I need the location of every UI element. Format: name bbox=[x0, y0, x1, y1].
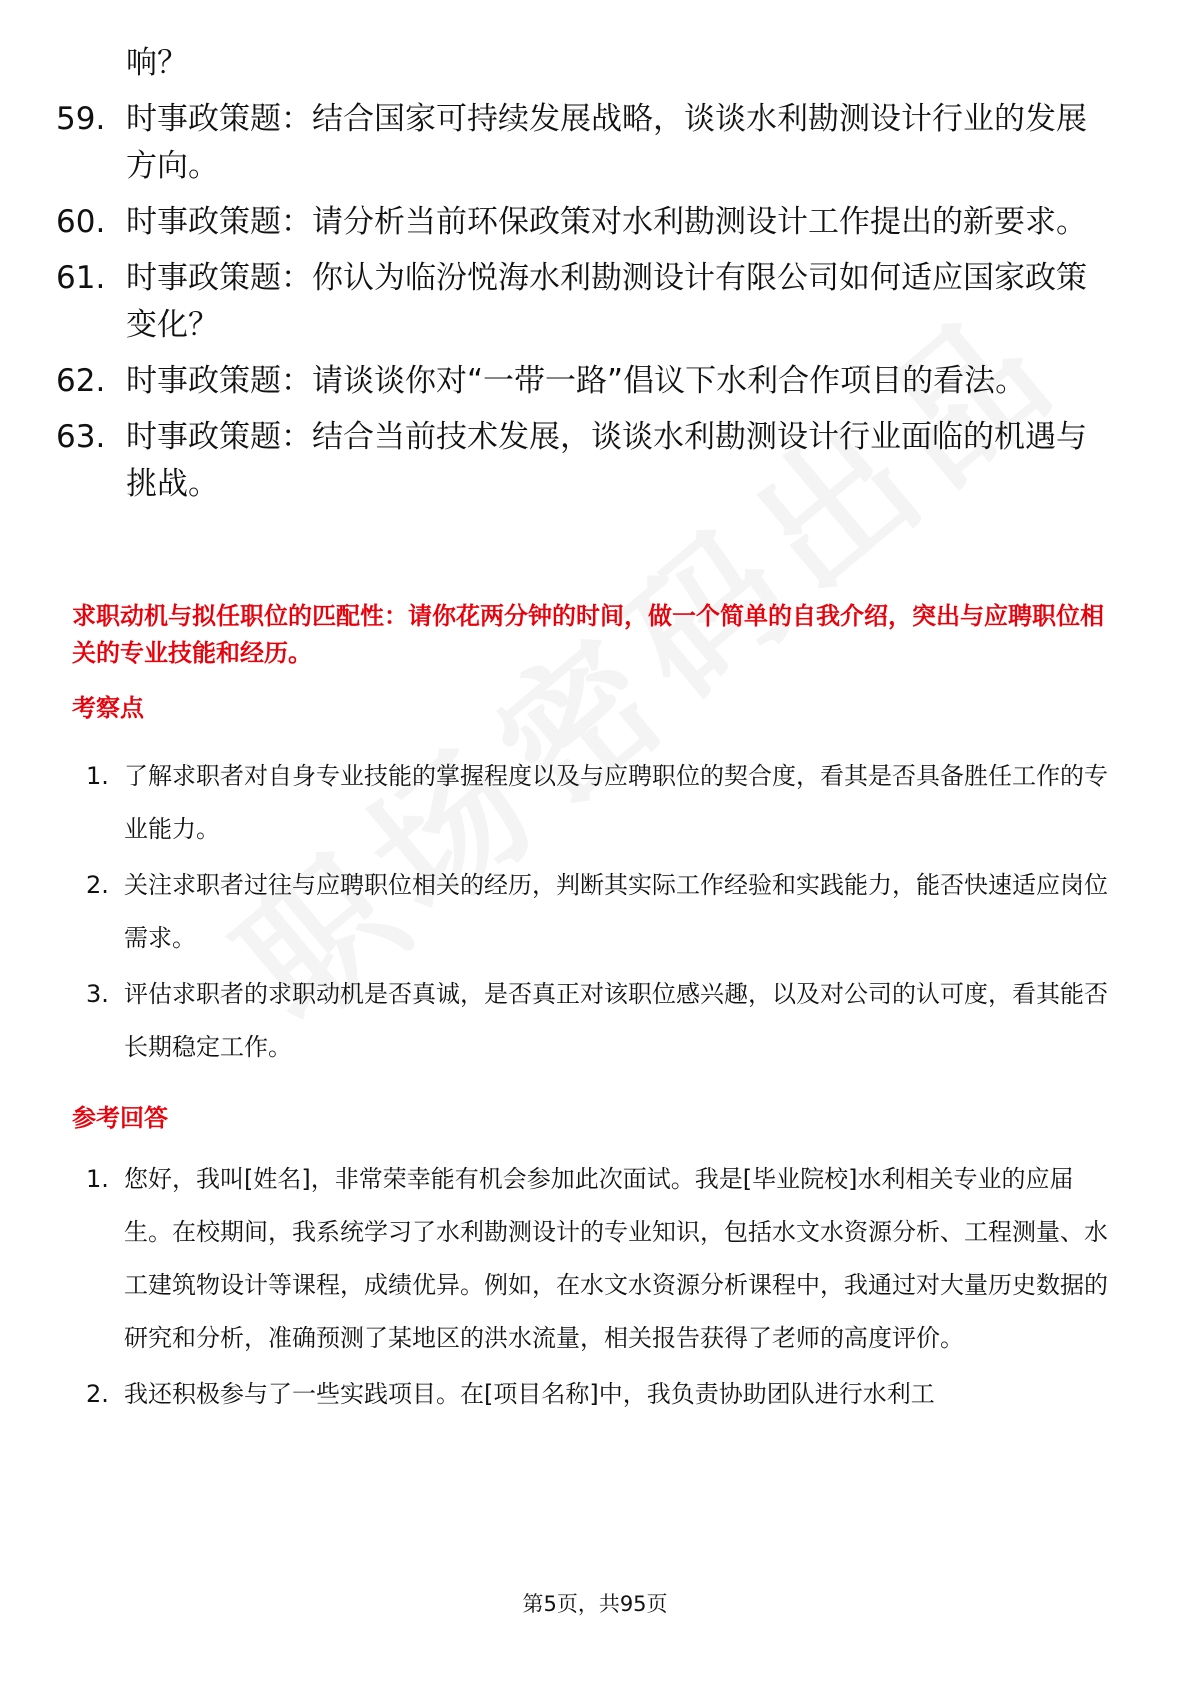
question-number: 62. bbox=[56, 363, 106, 399]
list-item bbox=[86, 1153, 1116, 1365]
question-list bbox=[56, 40, 1116, 517]
question-number: 61. bbox=[56, 260, 106, 296]
question-text: 时事政策题：请分析当前环保政策对水利勘测设计工作提出的新要求。 bbox=[126, 204, 1087, 240]
list-item bbox=[86, 750, 1116, 856]
list-text: 您好，我叫[姓名]，非常荣幸能有机会参加此次面试。我是[毕业院校]水利相关专业的应届生。在校期间，我系统学习了水利勘测设计的专业知识，包括水文水资源分析、工程测量、水工建筑物设计等课程，成绩优异。例如，在水文水资源分析课程中，我通过对大量历史数据的研究和分析，准确预测了某地区的洪水流量，相关报告获得了老师的高度评价。 bbox=[124, 1165, 1108, 1352]
exam-points-heading: 考察点 bbox=[72, 694, 144, 722]
question-text: 时事政策题：你认为临汾悦海水利勘测设计有限公司如何适应国家政策变化？ bbox=[126, 260, 1087, 343]
reference-answer-heading: 参考回答 bbox=[72, 1104, 168, 1132]
question-item bbox=[56, 414, 1116, 508]
question-number: 59. bbox=[56, 101, 106, 137]
list-item bbox=[86, 1368, 1116, 1421]
list-number: 3. bbox=[86, 980, 109, 1008]
question-number: 63. bbox=[56, 419, 106, 455]
list-text: 评估求职者的求职动机是否真诚，是否真正对该职位感兴趣，以及对公司的认可度，看其能否长期稳定工作。 bbox=[124, 980, 1108, 1061]
page-footer: 第5页，共95页 bbox=[522, 1592, 668, 1616]
reference-answer-list bbox=[86, 1153, 1116, 1424]
list-number: 2. bbox=[86, 871, 109, 899]
section-title: 求职动机与拟任职位的匹配性：请你花两分钟的时间，做一个简单的自我介绍，突出与应聘职位相关的专业技能和经历。 bbox=[72, 602, 1104, 667]
question-text: 时事政策题：请谈谈你对“一带一路”倡议下水利合作项目的看法。 bbox=[126, 363, 1027, 399]
list-text: 了解求职者对自身专业技能的掌握程度以及与应聘职位的契合度，看其是否具备胜任工作的专业能力。 bbox=[124, 762, 1108, 843]
question-item bbox=[56, 96, 1116, 190]
question-item bbox=[56, 255, 1116, 349]
list-number: 1. bbox=[86, 762, 109, 790]
list-text: 我还积极参与了一些实践项目。在[项目名称]中，我负责协助团队进行水利工 bbox=[124, 1380, 935, 1408]
question-text: 时事政策题：结合当前技术发展，谈谈水利勘测设计行业面临的机遇与挑战。 bbox=[126, 419, 1087, 502]
question-text: 时事政策题：结合国家可持续发展战略，谈谈水利勘测设计行业的发展方向。 bbox=[126, 101, 1087, 184]
list-item bbox=[86, 968, 1116, 1074]
continuation-line: 响？ bbox=[126, 45, 188, 81]
list-text: 关注求职者过往与应聘职位相关的经历，判断其实际工作经验和实践能力，能否快速适应岗位需求。 bbox=[124, 871, 1108, 952]
question-item bbox=[56, 358, 1116, 405]
list-item bbox=[86, 859, 1116, 965]
list-number: 2. bbox=[86, 1380, 109, 1408]
question-item bbox=[56, 199, 1116, 246]
question-number: 60. bbox=[56, 204, 106, 240]
exam-points-list bbox=[86, 750, 1116, 1077]
list-number: 1. bbox=[86, 1165, 109, 1193]
